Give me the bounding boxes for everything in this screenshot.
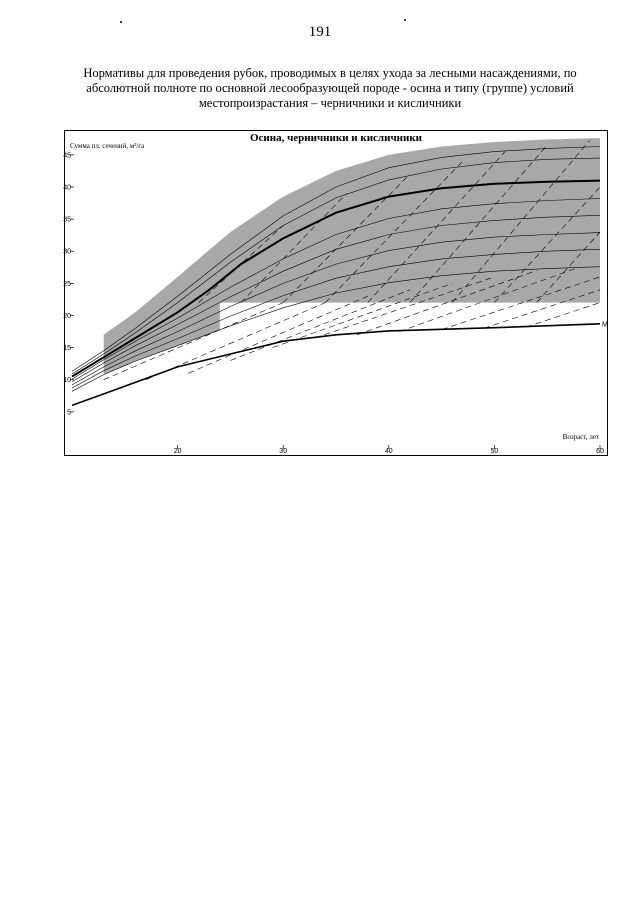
- y-tick-label: 45: [63, 152, 71, 160]
- x-tick-label: 20: [173, 448, 182, 455]
- scan-speck: [404, 19, 406, 21]
- y-tick-label: 20: [63, 312, 71, 320]
- y-tick-label: 40: [63, 184, 71, 192]
- y-tick-label: 35: [63, 216, 71, 224]
- y-tick-label: 10: [63, 377, 71, 385]
- x-axis-label: Возраст, лет: [562, 433, 599, 441]
- y-tick-label: 5: [67, 409, 71, 417]
- title-line: местопроизрастания – черничники и кисличники: [198, 96, 462, 110]
- x-tick-label: 50: [490, 448, 499, 455]
- y-tick-label: 25: [63, 280, 71, 288]
- x-tick-label: 30: [279, 448, 288, 455]
- chart-frame: [64, 130, 608, 456]
- document-title: [70, 66, 590, 111]
- y-tick-label: 30: [63, 248, 71, 256]
- page-number: 191: [308, 24, 332, 40]
- x-tick-label: 40: [384, 448, 393, 455]
- y-axis-label: Сумма пл. сечений, м²/га: [70, 142, 145, 150]
- series-label-M: M: [602, 321, 608, 329]
- y-tick-label: 15: [63, 345, 71, 353]
- title-line: Нормативы для проведения рубок, проводимых в целях ухода за лесными насаждениями, по: [83, 66, 577, 80]
- x-tick-label: 60: [596, 448, 604, 455]
- chart-svg: [64, 130, 608, 456]
- chart-title: Осина, черничники и кисличники: [249, 132, 423, 144]
- scan-speck: [120, 21, 122, 23]
- title-line: абсолютной полноте по основной лесообразующей породе - осина и типу (группе) условий: [86, 81, 574, 95]
